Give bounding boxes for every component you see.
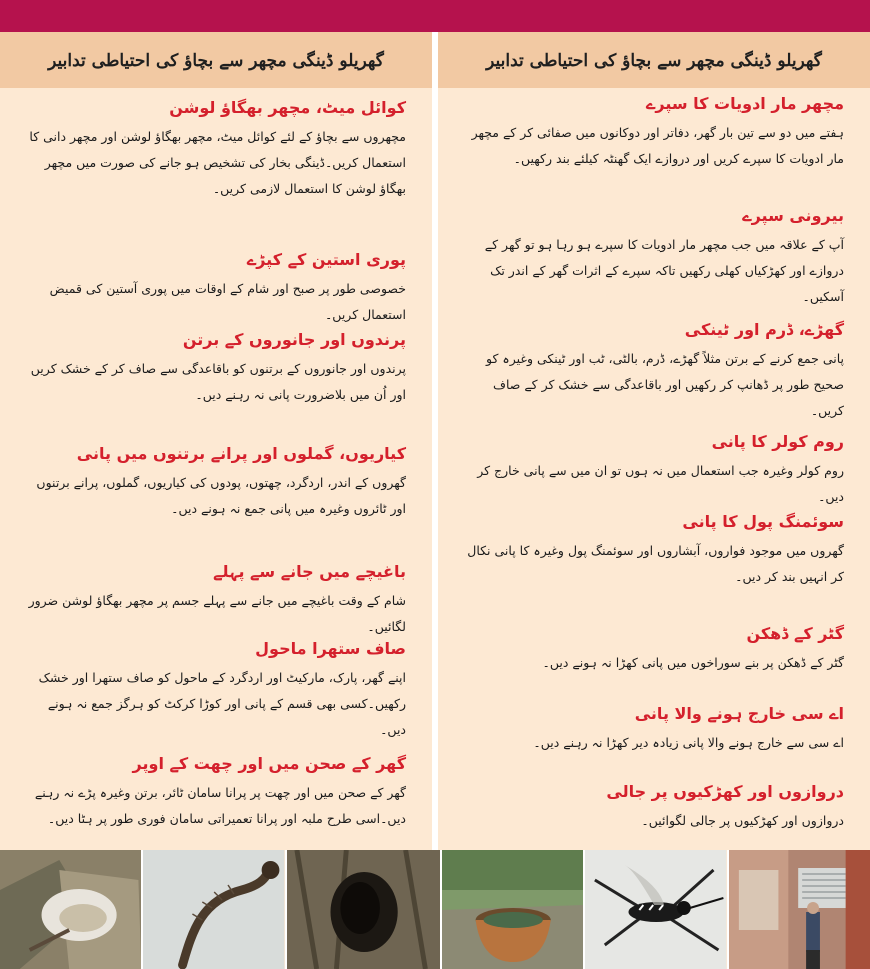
item-text: روم کولر وغیرہ جب استعمال میں نہ ہوں تو ان میں سے پانی خارج کر دیں۔	[477, 463, 844, 504]
right-item-net	[462, 782, 844, 834]
right-item-spray	[462, 94, 844, 172]
item-text: مچھروں سے بچاؤ کے لئے کوائل میٹ، مچھر بھگاؤ لوشن اور مچھر دانی کا استعمال کریں۔ڈینگی بخار کی تشخیص ہو جانے کی صورت میں مچھر بھگاؤ لوشن کا استعمال لازمی کریں۔	[29, 129, 406, 196]
item-title: دروازوں اور کھڑکیوں پر جالی	[606, 782, 844, 801]
item-title: گھر کے صحن میں اور چھت کے اوپر	[132, 754, 406, 773]
item-text: پانی جمع کرنے کے برتن مثلاً گھڑے، ڈرم، بالٹی، ٹب اور ٹینکی وغیرہ کو صحیح طور پر ڈھانپ کر رکھیں اور باقاعدگی سے خشک کر کے صاف کریں۔	[486, 351, 844, 418]
left-item-flower-beds	[24, 444, 406, 522]
larva-photo-icon	[141, 850, 284, 969]
right-item-outdoor-spray	[462, 206, 844, 310]
item-title: صاف ستھرا ماحول	[255, 639, 406, 658]
tree-hollow-photo-icon	[285, 850, 440, 969]
item-title: کیاریوں، گملوں اور پرانے برتنوں میں پانی	[76, 444, 406, 463]
item-text: اپنے گھر، پارک، مارکیٹ اور اردگرد کے ماحول کو صاف ستھرا اور خشک رکھیں۔کسی بھی قسم کے پانی اور کوڑا کرکٹ کو ہرگز جمع نہ ہونے دیں۔	[38, 670, 406, 737]
right-column	[438, 32, 870, 850]
item-text: شام کے وقت باغیچے میں جانے سے پہلے جسم پر مچھر بھگاؤ لوشن ضرور لگائیں۔	[28, 593, 406, 634]
right-item-water-containers	[462, 320, 844, 424]
right-item-swimming-pool	[462, 512, 844, 590]
item-title: باغیچے میں جانے سے پہلے	[213, 562, 406, 581]
right-item-gutter-cover	[462, 624, 844, 676]
item-text: آپ کے علاقہ میں جب مچھر مار ادویات کا سپرے ہو رہا ہو تو گھر کے دروازے اور کھڑکیاں کھلی رکھیں تاکہ سپرے کے اثرات گھر کے اندر تک آسکیں۔	[484, 237, 844, 304]
top-bar	[0, 0, 870, 32]
item-title: بیرونی سپرے	[742, 206, 844, 225]
item-title: سوئمنگ پول کا پانی	[682, 512, 844, 531]
item-title: پوری استین کے کپڑے	[246, 250, 406, 269]
item-text: پرندوں اور جانوروں کے برتنوں کو باقاعدگی سے صاف کر کے خشک کریں اور اُن میں بلاضرورت پانی نہ رہنے دیں۔	[30, 361, 406, 402]
left-item-full-sleeves	[24, 250, 406, 328]
item-text: گٹر کے ڈھکن پر بنے سوراخوں میں پانی کھڑا نہ ہونے دیں۔	[542, 655, 844, 670]
item-text: خصوصی طور پر صبح اور شام کے اوقات میں پوری آستین کی قمیض استعمال کریں۔	[49, 281, 406, 322]
item-title: اے سی خارج ہونے والا پانی	[634, 704, 844, 723]
item-title: گھڑے، ڈرم اور ٹینکی	[684, 320, 844, 339]
left-item-animal-pots	[24, 330, 406, 408]
item-title: پرندوں اور جانوروں کے برتن	[182, 330, 406, 349]
item-title: گٹر کے ڈھکن	[746, 624, 844, 643]
photo-strip	[0, 850, 870, 969]
item-text: گھروں کے اندر، اردگرد، چھتوں، پودوں کی کیاریوں، گملوں، پرانے برتنوں اور ٹائروں وغیرہ میں پانی جمع نہ ہونے دیں۔	[36, 475, 406, 516]
item-title: روم کولر کا پانی	[711, 432, 844, 451]
item-text: دروازوں اور کھڑکیوں پر جالی لگوائیں۔	[641, 813, 844, 828]
item-text: گھر کے صحن میں اور چھت پر پرانا سامان ٹائر، برتن وغیرہ پڑے نہ رہنے دیں۔اسی طرح ملبہ اور پرانا تعمیراتی سامان فوری طور پر ہٹا دیں۔	[34, 785, 406, 826]
left-item-garden	[24, 562, 406, 640]
ac-unit-photo-icon	[727, 850, 870, 969]
left-header-title: گھریلو ڈینگی مچھر سے بچاؤ کی احتیاطی تدابیر	[48, 50, 384, 71]
right-column-header	[438, 32, 870, 88]
left-item-clean-environment	[24, 639, 406, 743]
right-item-room-cooler	[462, 432, 844, 510]
item-title: کوائل میٹ، مچھر بھگاؤ لوشن	[169, 98, 406, 117]
left-column	[0, 32, 432, 850]
mosquito-photo-icon	[583, 850, 726, 969]
item-text: گھروں میں موجود فواروں، آبشاروں اور سوئمنگ پول وغیرہ کا پانی نکال کر انہیں بند کر دیں۔	[467, 543, 844, 584]
left-item-courtyard-roof	[24, 754, 406, 832]
shoe-photo-icon	[0, 850, 141, 969]
left-column-header	[0, 32, 432, 88]
pot-photo-icon	[440, 850, 583, 969]
item-text: ہفتے میں دو سے تین بار گھر، دفاتر اور دوکانوں میں صفائی کر کے مچھر مار ادویات کا سپرے کریں اور دروازے ایک گھنٹہ کیلئے بند رکھیں۔	[471, 125, 844, 166]
right-header-title: گھریلو ڈینگی مچھر سے بچاؤ کی احتیاطی تدابیر	[486, 50, 822, 71]
item-title: مچھر مار ادویات کا سپرے	[646, 94, 844, 113]
item-text: اے سی سے خارج ہونے والا پانی زیادہ دیر کھڑا نہ رہنے دیں۔	[533, 735, 844, 750]
right-item-ac-water	[462, 704, 844, 756]
left-item-coil-mat	[24, 98, 406, 202]
